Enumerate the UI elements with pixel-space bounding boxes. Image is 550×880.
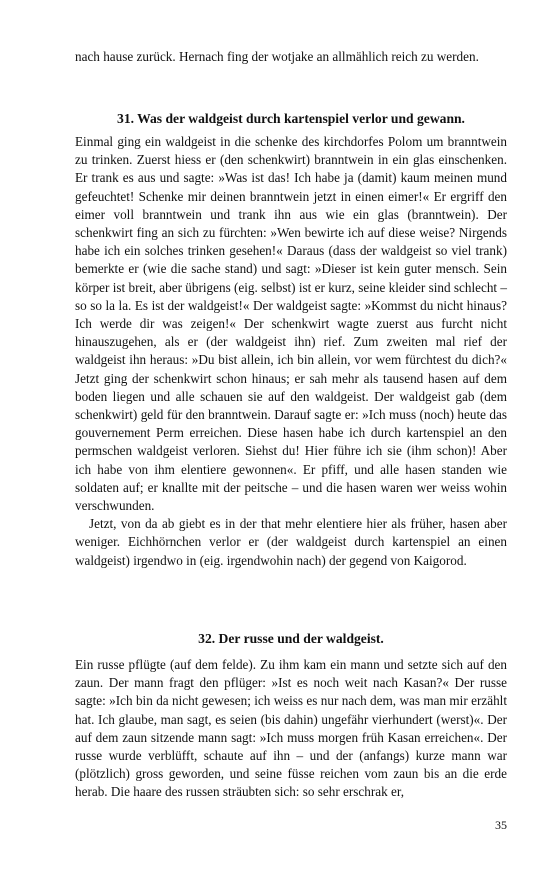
section-32-paragraph-1: Ein russe pflügte (auf dem felde). Zu ihm kam ein mann und setzte sich auf den zaun. Der mann fragt den pflüger: »Ist es noch weit nach Kasan?« Der russe sagte: »Ich bin da nicht gewesen; ich weiss es nur nach dem, was man mir erzählt hat. Ich glaube, man sagt, es seien (bis dahin) ungefähr vierhundert (werst)«. Der auf dem zaun sitzende mann sagt: »Ich muss morgen früh Kasan erreichen«. Der russe wurde verblüfft, schaute auf ihn – und der (anfangs) kurze mann war (plötzlich) gross geworden, und seine füsse reichen vom zaun bis an die erde herab. Die haare des russen sträubten sich: so sehr erschrak er, (75, 657, 507, 800)
page-number: 35 (495, 818, 507, 832)
section-31-heading: 31. Was der waldgeist durch kartenspiel verlor und gewann. (117, 111, 465, 126)
intro-paragraph: nach hause zurück. Hernach fing der wotjake an allmählich reich zu werden. (75, 49, 479, 64)
section-31-paragraph-1: Einmal ging ein waldgeist in die schenke des kirchdorfes Polom um branntwein zu trinken. Zuerst hiess er (den schenkwirt) branntwein in ein glas einschenken. Er trank es aus und sagte: »Was ist das! Ich habe ja (damit) kaum meinen mund gefeuchtet! Schenke mir deinen branntwein jetzt in einen eimer!« Er ergriff den eimer voll branntwein und trank ihn aus wie ein glas (branntwein). Der schenkwirt fing an sich zu fürchten: »Wen bewirte ich auf diese weise? Nirgends habe ich ein solches trinken gesehen!« Daraus (dass der waldgeist so viel trank) bemerkte er (wie die sache stand) und sagt: »Dieser ist kein guter mensch. Sein körper ist breit, aber übrigens (eig. selbst) ist er kurz, seine kleider sind schlecht – so so la la. Es ist der waldgeist!« Der waldgeist sagte: »Kommst du nicht hinaus? Ich werde dir was zeigen!« Der schenkwirt wagte zuerst aus furcht nicht hinauszugehen, als er (der waldgeist ihn) rief. Zum zweiten mal rief der waldgeist ihn heraus: »Du bist allein, ich bin allein, vor wem fürchtest du dich?« Jetzt ging der schenkwirt schon hinaus; er sah mehr als tausend hasen auf dem boden liegen und alle schauen sie auf den waldgeist. Der waldgeist gab (dem schenkwirt) geld für den branntwein. Darauf sagte er: »Ich muss (noch) heute das gouvernement Perm erreichen. Diese hasen habe ich durch kartenspiel an den permschen waldgeist verloren. Siehst du! Hier führe ich sie (ihm schon)! Aber ich habe von ihm elentiere gewonnen«. Er pfiff, und alle hasen standen wie soldaten auf; er knallte mit der peitsche – und die hasen waren wer weiss wohin verschwunden. (75, 134, 507, 514)
section-32-heading: 32. Der russe und der waldgeist. (198, 631, 384, 646)
section-31-body (75, 133, 507, 570)
intro-block (75, 48, 507, 66)
section-32-body (75, 656, 507, 802)
section-31-paragraph-2: Jetzt, von da ab giebt es in der that mehr elentiere hier als früher, hasen aber weniger. Eichhörnchen verlor er (der waldgeist durch kartenspiel an einen waldgeist) irgendwo in (eig. irgendwohin nach) der gegend von Kaigorod. (75, 516, 507, 568)
